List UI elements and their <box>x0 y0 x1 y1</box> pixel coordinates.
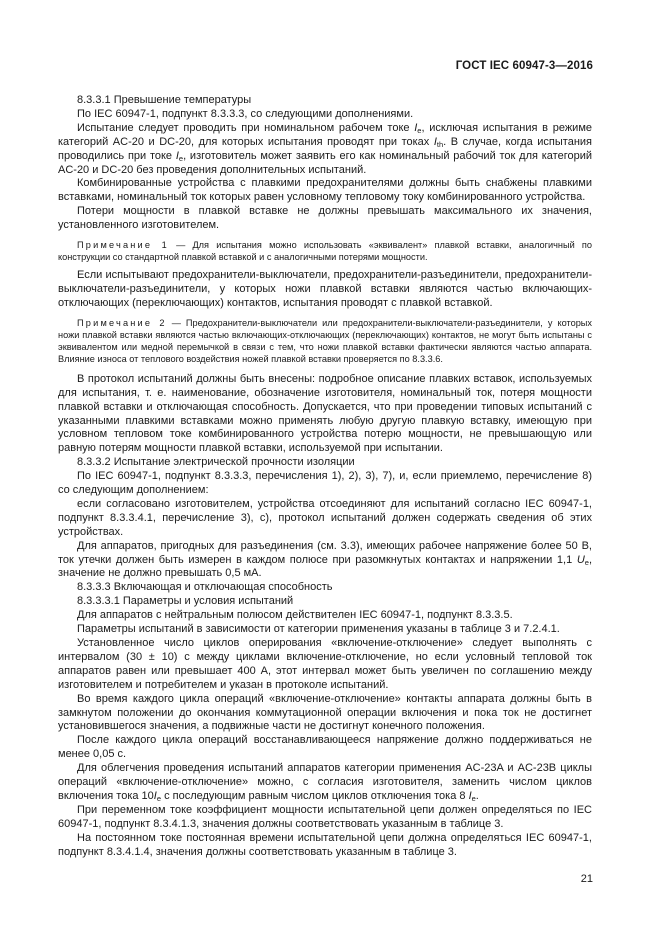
paragraph: При переменном токе коэффициент мощности испытательной цепи должен определяться по IEC 60947-1, подпункт 8.3.4.1.3, значения должны соответствовать указанным в таблице 3. <box>58 803 592 830</box>
section-heading-8-3-3-3: 8.3.3.3 Включающая и отключающая способность <box>77 581 333 594</box>
note-1: Примечание 1 — Для испытания можно использовать «эквивалент» плавкой вставки, аналогичный по конструкции со стандартной плавкой вставкой и с аналогичными потерями мощности. <box>58 240 593 263</box>
paragraph: если согласовано изготовителем, устройства отсоединяют для испытаний согласно IEC 60947-1, подпункт 8.3.3.4.1, перечисление 3), с), протокол испытаний должен содержать сведения об этих устройствах. <box>58 497 592 538</box>
page-number: 21 <box>580 873 593 885</box>
paragraph: Для аппаратов с нейтральным полюсом действителен IEC 60947-1, подпункт 8.3.3.5. <box>77 609 513 622</box>
paragraph: В протокол испытаний должны быть внесены: подробное описание плавких вставок, используемых для испытания, т. е. наименование, обозначение изготовителя, номинальный ток, потеря мощности плавкой вставки и отключающая способность. Допускается, что при проведении типовых испытаний с указанными плавкими вставками можно применять любую другую плавкую вставку, имеющую при условном тепловом токе комбинированного устройства потерю мощности, не превышающую или равную потерям мощности плавкой вставки, используемой при испытании. <box>58 372 592 455</box>
paragraph-test-current: Испытание следует проводить при номинальном рабочем токе $I_e$, исключая испытания в режиме категорий AC-20 и DC-20, для которых испытания проводят при токах $I_{th}$. В случае, когда испытания проводились при токе $I_e$, изготовитель может заявить его как номинальный рабочий ток для категорий AC-20 и DC-20 без проведения дополнительных испытаний. <box>58 121 593 176</box>
section-heading-8-3-3-2: 8.3.3.2 Испытание электрической прочности изоляции <box>77 456 355 469</box>
paragraph: По IEC 60947-1, подпункт 8.3.3.3, перечисления 1), 2), 3), 7), и, если приемлемо, перечисление 8) со следующим дополнением: <box>58 470 592 497</box>
page-body <box>58 94 592 860</box>
section-heading-8-3-3-1: 8.3.3.1 Превышение температуры <box>77 94 252 106</box>
paragraph: По IEC 60947-1, подпункт 8.3.3.3, со следующими дополнениями. <box>77 107 414 120</box>
paragraph: Параметры испытаний в зависимости от категории применения указаны в таблице 3 и 7.2.4.1. <box>77 623 560 636</box>
paragraph: Во время каждого цикла операций «включение-отключение» контакты аппарата должны быть в замкнутом положении до окончания коммутационной операции включения и пока ток не достигнет установившегося значения, а подвижные части не достигнут конечного положения. <box>58 692 592 733</box>
note-label: Примечание 2 <box>77 317 167 328</box>
paragraph-ac23: Для облегчения проведения испытаний аппаратов категории применения AC-23A и AC-23B циклы операций «включение-отключение» можно, с согласия изготовителя, заменить числом циклов включения тока $10I_e$ с последующим равным числом циклов отключения тока 8 $I_e$. <box>58 762 592 803</box>
paragraph: После каждого цикла операций восстанавливающееся напряжение должно поддерживаться не менее 0,05 с. <box>58 734 592 761</box>
paragraph: Потери мощности в плавкой вставке не должны превышать максимального их значения, установленного изготовителем. <box>58 205 592 232</box>
paragraph: Если испытывают предохранители-выключатели, предохранители-разъединители, предохранители-выключатели-разъединители, у которых ножи плавкой вставки являются частью включающих-отключающих (переключающих) контактов, испытания проводят с плавкой вставкой. <box>58 269 592 309</box>
paragraph-leakage: Для аппаратов, пригодных для разъединения (см. 3.3), имеющих рабочее напряжение более 50 В, ток утечки должен быть измерен в каждом полюсе при разомкнутых контактах и напряжении 1,1 $U_e$, значение не должно превышать 0,5 мА. <box>58 539 592 580</box>
note-2: Примечание 2 — Предохранители-выключатели или предохранители-выключатели-разъединители, у которых ножи плавкой вставки являются частью включающих-отключающих (переключающих) контактов, не могут быть испытаны с эквивалентом или медной перемычкой в связи с тем, что ножи плавкой вставки фактически являются частью аппарата. Влияние износа от теплового воздействия ножей плавкой вставки проверяется по 8.3.3.6. <box>58 317 592 364</box>
paragraph: Установленное число циклов оперирования «включение-отключение» следует выполнять с интервалом (30 ± 10) с между циклами включение-отключение, но если условный тепловой ток аппаратов равен или превышает 400 А, этот интервал может быть увеличен по соглашению между изготовителем и потребителем и указан в протоколе испытаний. <box>58 637 592 691</box>
note-label: Примечание 1 <box>77 240 169 251</box>
paragraph: На постоянном токе постоянная времени испытательной цепи должна определяться IEC 60947-1, подпункт 8.3.4.1.4, значения должны соответствовать указанным в таблице 3. <box>58 831 592 858</box>
paragraph: Комбинированные устройства с плавкими предохранителями должны быть снабжены плавкими вставками, номинальный ток которых равен условному тепловому току комбинированного устройства. <box>58 177 592 204</box>
section-heading-8-3-3-3-1: 8.3.3.3.1 Параметры и условия испытаний <box>77 595 294 608</box>
document-header: ГОСТ IEC 60947-3—2016 <box>455 60 593 72</box>
